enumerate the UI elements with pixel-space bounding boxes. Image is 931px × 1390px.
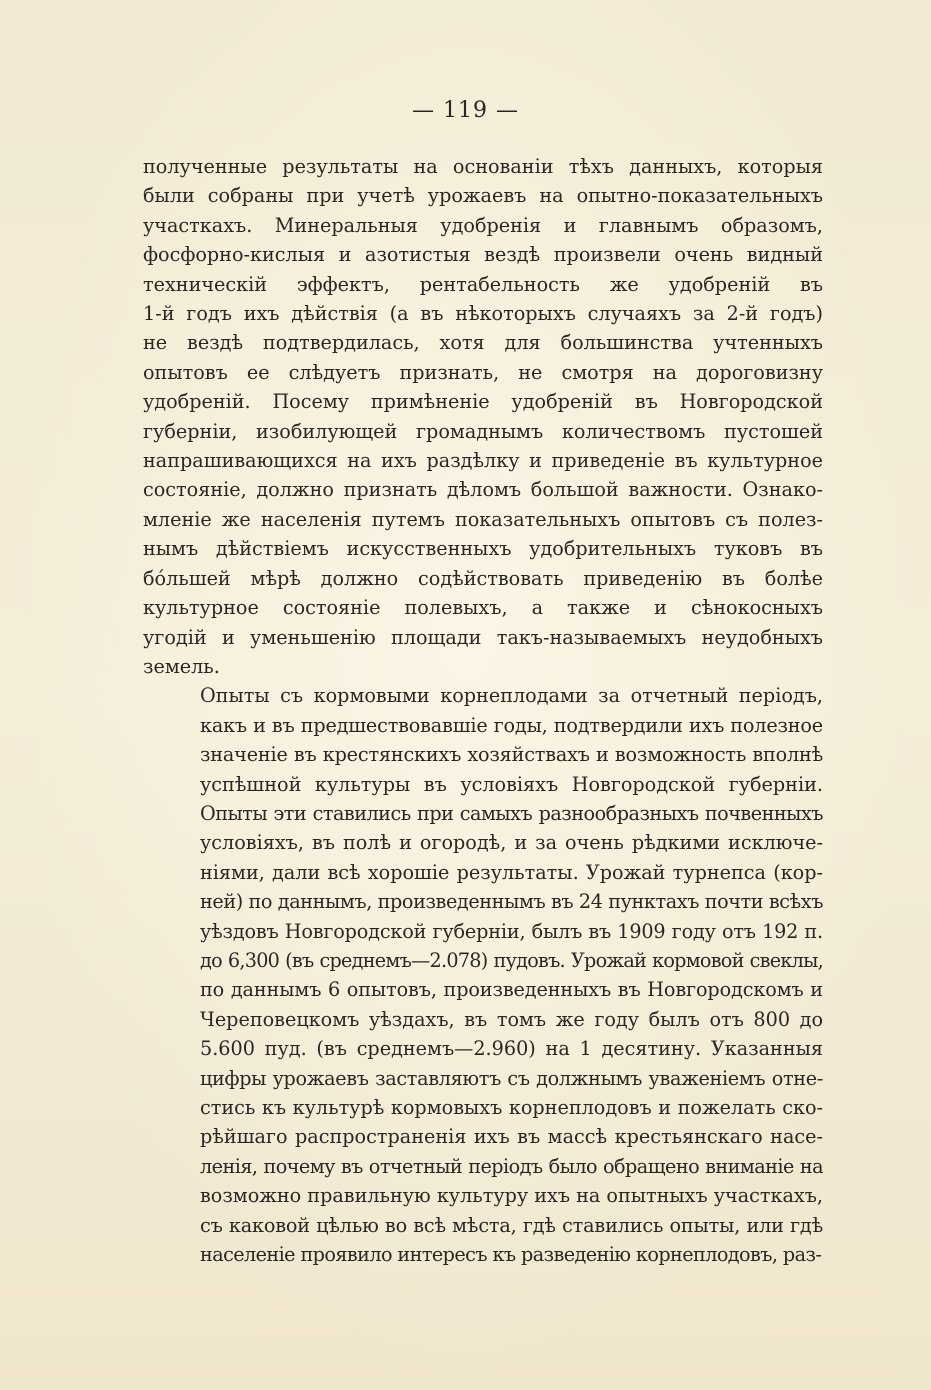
text-line: 5.600 пуд. (въ среднемъ—2.960) на 1 десятину. Указанныя <box>200 1037 823 1061</box>
text-line: Опыты эти ставились при самыхъ разнообразныхъ почвенныхъ <box>200 801 823 825</box>
text-line: уѣздовъ Новгородской губернiи, былъ въ 1909 году отъ 192 п. <box>200 919 823 943</box>
text-line: по даннымъ 6 опытовъ, произведенныхъ въ Новгородскомъ и <box>200 978 823 1002</box>
text-line: техническiй эффектъ, рентабельность же удобренiй въ <box>143 272 823 296</box>
text-line: напрашивающихся на ихъ раздѣлку и приведенiе въ культурное <box>143 449 823 473</box>
text-line: успѣшной культуры въ условiяхъ Новгородской губернiи. <box>200 772 823 796</box>
text-line: бóльшей мѣрѣ должно содѣйствовать приведенiю въ болѣе <box>143 566 823 590</box>
text-line: фосфорно-кислыя и азотистыя вездѣ произвели очень видный <box>143 243 823 267</box>
text-line: Череповецкомъ уѣздахъ, въ томъ же году былъ отъ 800 до <box>200 1007 823 1031</box>
text-line: значенiе въ крестянскихъ хозяйствахъ и возможность вполнѣ <box>200 743 823 767</box>
text-line: культурное состоянiе полевыхъ, а также и сѣнокосныхъ <box>143 596 823 620</box>
text-line: стись къ культурѣ кормовыхъ корнеплодовъ и пожелать ско- <box>200 1096 823 1119</box>
text-line: удобренiй. Посему примѣненiе удобренiй въ Новгородской <box>143 390 823 414</box>
text-line: опытовъ ее слѣдуетъ признать, не смотря на дороговизну <box>143 360 823 384</box>
text-line: земель. <box>143 654 220 678</box>
text-line: угодiй и уменьшенiю площади такъ-называемыхъ неудобныхъ <box>143 625 823 649</box>
text-line: губернiи, изобилующей громаднымъ количествомъ пустошей <box>143 419 823 443</box>
text-line: съ каковой цѣлью во всѣ мѣста, гдѣ ставились опыты, или гдѣ <box>200 1213 823 1237</box>
text-line: нiями, дали всѣ хорошiе результаты. Урожай турнепса (кор- <box>200 860 823 884</box>
text-line: возможно правильную культуру ихъ на опытныхъ участкахъ, <box>200 1184 824 1208</box>
text-line: условiяхъ, въ полѣ и огородѣ, и за очень рѣдкими исключе- <box>200 831 823 855</box>
body-text <box>143 152 823 1269</box>
text-line: населенiе проявило интересъ къ разведенiю корнеплодовъ, раз- <box>200 1243 822 1267</box>
text-line: были собраны при учетѣ урожаевъ на опытно-показательныхъ <box>143 184 823 208</box>
text-line: состоянiе, должно признать дѣломъ большой важности. Ознако- <box>143 478 823 502</box>
text-line: участкахъ. Минеральныя удобренiя и главнымъ образомъ, <box>143 213 823 237</box>
text-line: полученные результаты на основанiи тѣхъ данныхъ, которыя <box>143 155 823 178</box>
page-number: — 119 — <box>412 98 519 123</box>
paragraph-2 <box>143 681 823 1269</box>
text-line: не вездѣ подтвердилась, хотя для большинства учтенныхъ <box>143 331 823 355</box>
text-line: мленiе же населенiя путемъ показательныхъ опытовъ съ полез- <box>143 507 823 531</box>
paragraph-1 <box>143 152 823 681</box>
text-line: до 6,300 (въ среднемъ—2.078) пудовъ. Урожай кормовой свеклы, <box>200 948 823 972</box>
text-line: 1-й годъ ихъ дѣйствiя (а въ нѣкоторыхъ случаяхъ за 2-й годъ) <box>143 302 823 326</box>
text-line: нымъ дѣйствiемъ искусственныхъ удобрительныхъ туковъ въ <box>143 537 823 561</box>
text-line: какъ и въ предшествовавшiе годы, подтвердили ихъ полезное <box>200 713 823 737</box>
text-line: ней) по даннымъ, произведеннымъ въ 24 пунктахъ почти всѣхъ <box>200 890 824 914</box>
text-line: ленiя, почему въ отчетный перiодъ было обращено вниманiе на <box>200 1154 823 1178</box>
text-line: рѣйшаго распространенiя ихъ въ массѣ крестьянскаго насе- <box>200 1125 823 1149</box>
text-line: цифры урожаевъ заставляютъ съ должнымъ уваженiемъ отне- <box>200 1066 823 1090</box>
text-line: Опыты съ кормовыми корнеплодами за отчетный перiодъ, <box>200 684 823 708</box>
